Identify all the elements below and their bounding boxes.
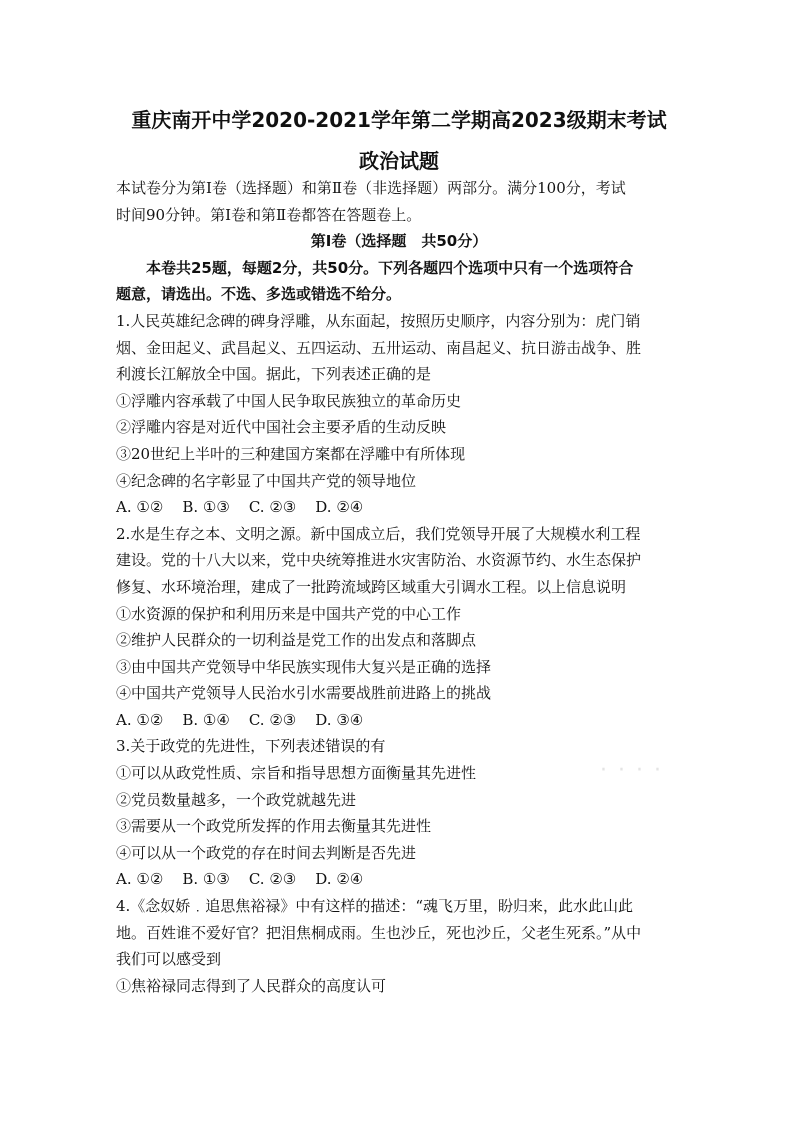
exam-subtitle: 政治试题 — [359, 149, 439, 173]
question-2 — [116, 521, 682, 734]
question-stem: 利渡长江解放全中国。据此，下列表述正确的是 — [116, 365, 432, 384]
intro-line: 本试卷分为第Ⅰ卷（选择题）和第Ⅱ卷（非选择题）两部分。满分100分，考试 — [116, 179, 626, 197]
question-1 — [116, 308, 682, 521]
exam-title: 重庆南开中学2020-2021学年第二学期高2023级期末考试 — [131, 108, 667, 132]
question-item: ③20世纪上半叶的三种建国方案都在浮雕中有所体现 — [116, 444, 466, 463]
question-stem: 1.人民英雄纪念碑的碑身浮雕，从东面起，按照历史顺序，内容分别为：虎门销 — [116, 311, 641, 330]
watermark: · · · · — [600, 758, 663, 783]
question-item: ②维护人民群众的一切利益是党工作的出发点和落脚点 — [116, 631, 477, 650]
question-stem: 4.《念奴娇﹒追思焦裕禄》中有这样的描述：“魂飞万里，盼归来，此水此山此 — [116, 897, 633, 916]
question-item: ①焦裕禄同志得到了人民群众的高度认可 — [116, 976, 387, 995]
answer-options: A. ①② B. ①④ C. ②③ D. ③④ — [116, 710, 364, 729]
question-item: ④纪念碑的名字彰显了中国共产党的领导地位 — [116, 471, 417, 490]
question-stem: 修复、水环境治理，建成了一批跨流域跨区域重大引调水工程。以上信息说明 — [116, 577, 627, 596]
question-stem: 地。百姓谁不爱好官？把泪焦桐成雨。生也沙丘，死也沙丘，父老生死系。”从中 — [116, 923, 642, 942]
question-item: ②党员数量越多，一个政党就越先进 — [116, 790, 357, 809]
question-item: ②浮雕内容是对近代中国社会主要矛盾的生动反映 — [116, 418, 447, 437]
question-3 — [116, 733, 682, 893]
question-stem: 我们可以感受到 — [116, 950, 222, 969]
question-stem: 建设。党的十八大以来，党中央统筹推进水灾害防治、水资源节约、水生态保护 — [116, 551, 642, 570]
question-item: ①可以从政党性质、宗旨和指导思想方面衡量其先进性 — [116, 764, 477, 783]
section-instructions: 本卷共25题，每题2分，共50分。下列各题四个选项中只有一个选项符合 — [146, 258, 634, 277]
section-heading: 第Ⅰ卷（选择题 共50分） — [310, 232, 488, 251]
question-item: ①浮雕内容承载了中国人民争取民族独立的革命历史 — [116, 391, 462, 410]
question-item: ③需要从一个政党所发挥的作用去衡量其先进性 — [116, 817, 432, 836]
question-stem: 2.水是生存之本、文明之源。新中国成立后，我们党领导开展了大规模水利工程 — [116, 524, 641, 543]
question-item: ①水资源的保护和利用历来是中国共产党的中心工作 — [116, 604, 462, 623]
question-stem: 烟、金田起义、武昌起义、五四运动、五卅运动、南昌起义、抗日游击战争、胜 — [116, 338, 642, 357]
question-item: ③由中国共产党领导中华民族实现伟大复兴是正确的选择 — [116, 657, 492, 676]
question-stem: 3.关于政党的先进性，下列表述错误的有 — [116, 737, 386, 756]
intro-line: 时间90分钟。第Ⅰ卷和第Ⅱ卷都答在答题卷上。 — [116, 205, 422, 224]
exam-page — [116, 105, 682, 999]
answer-options: A. ①② B. ①③ C. ②③ D. ②④ — [116, 498, 364, 517]
question-item: ④可以从一个政党的存在时间去判断是否先进 — [116, 843, 417, 862]
question-4 — [116, 893, 682, 999]
answer-options: A. ①② B. ①③ C. ②③ D. ②④ — [116, 870, 364, 889]
section-instructions: 题意，请选出。不选、多选或错选不给分。 — [116, 285, 402, 304]
question-item: ④中国共产党领导人民治水引水需要战胜前进路上的挑战 — [116, 684, 492, 703]
